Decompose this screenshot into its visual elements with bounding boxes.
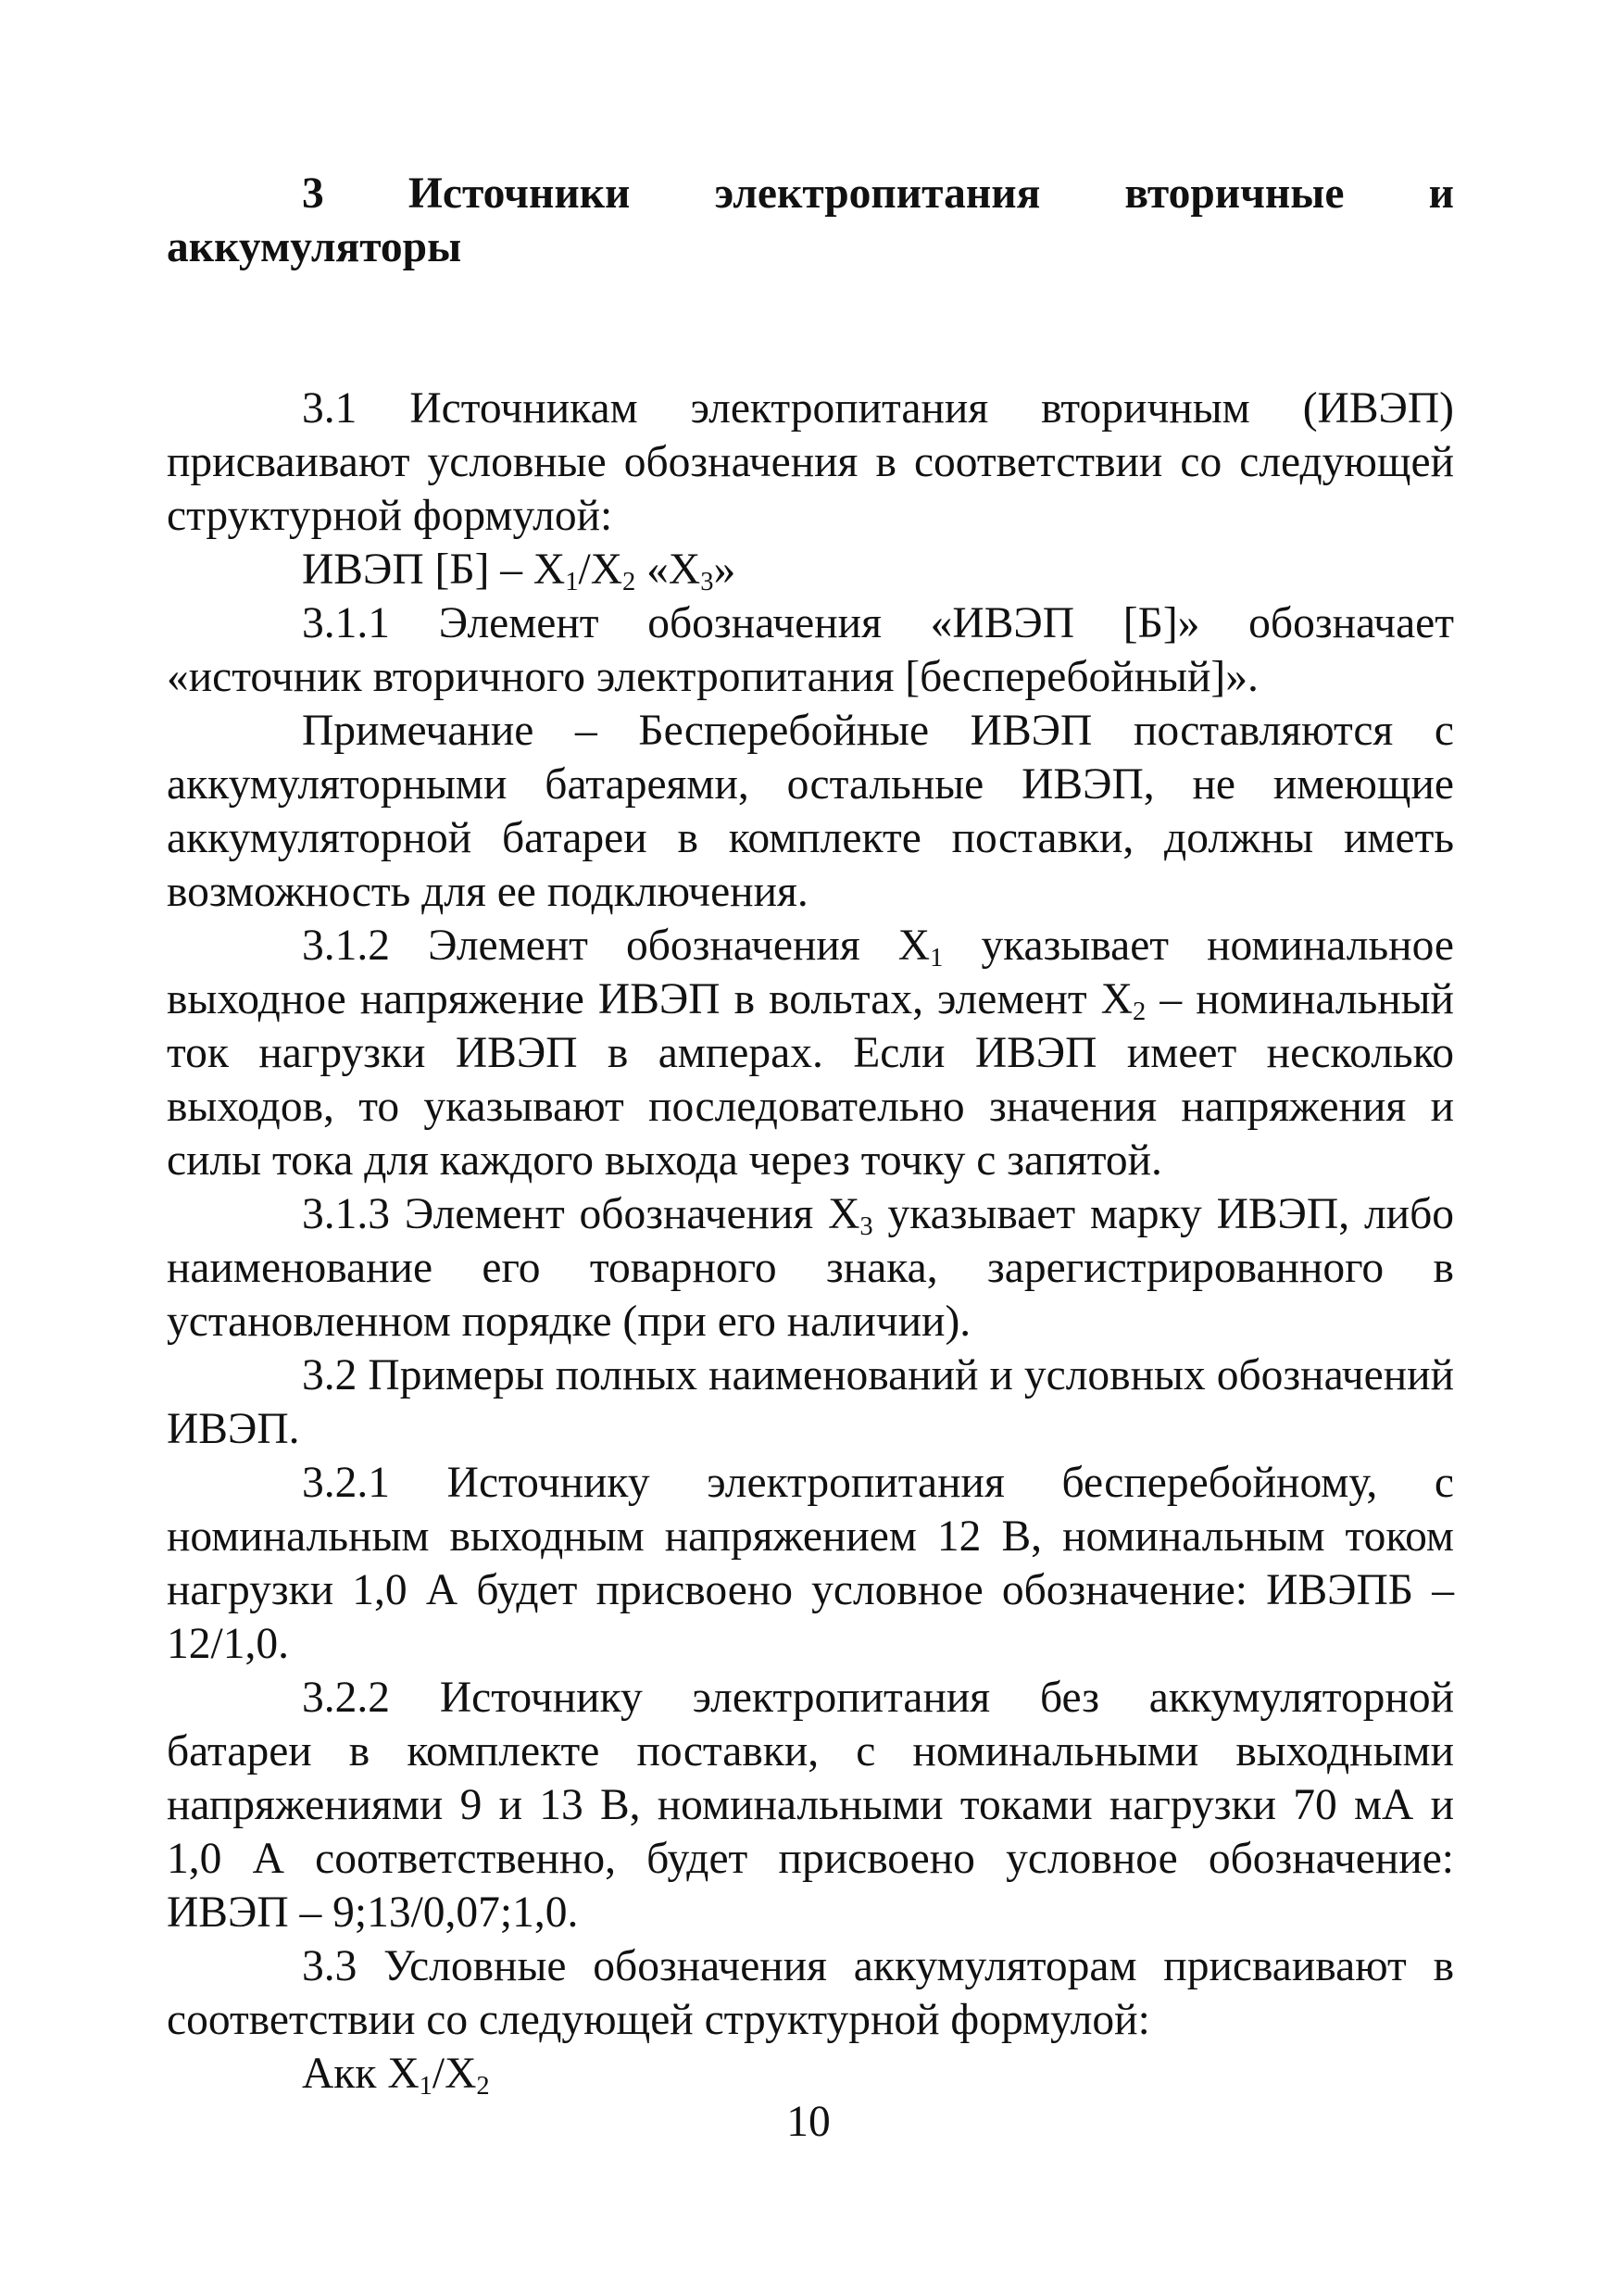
- formula-akk-mid: /X: [432, 2050, 477, 2098]
- paragraph-3-2: 3.2 Примеры полных наименований и условных обозначений ИВЭП.: [167, 1351, 1454, 1453]
- formula-ivep-prefix: ИВЭП [Б] – X: [302, 546, 566, 594]
- p-3-1-2-part-b: указывает номинальное выходное напряжение ИВЭП в вольтах, элемент X: [167, 922, 1454, 1023]
- formula-ivep-mid2: «X: [635, 546, 701, 594]
- formula-akk-sub1: 1: [419, 2072, 432, 2102]
- paragraph-3-3: 3.3 Условные обозначения аккумуляторам присваивают в соответствии со следующей структурной формулой:: [167, 1942, 1454, 2044]
- page-number: 10: [786, 2098, 831, 2146]
- p-3-1-2-part-c: – номинальный ток нагрузки ИВЭП в амперах. Если ИВЭП имеет несколько выходов, то указывают последовательно значения напряжения и силы тока для каждого выхода через точку с запятой.: [167, 975, 1454, 1185]
- section-heading: 3 Источники электропитания вторичные и аккумуляторы: [167, 169, 1454, 271]
- formula-ivep-sub1: 1: [565, 568, 579, 597]
- formula-ivep-sub2: 2: [622, 568, 636, 597]
- paragraph-3-2-2: 3.2.2 Источнику электропитания без аккумуляторной батареи в комплекте поставки, с номинальными выходными напряжениями 9 и 13 В, номинальными токами нагрузки 70 мА и 1,0 А соответственно, будет присвоено условное обозначение: ИВЭП – 9;13/0,07;1,0.: [167, 1674, 1454, 1937]
- note-paragraph: Примечание – Бесперебойные ИВЭП поставляются с аккумуляторными батареями, остальные ИВЭП, не имеющие аккумуляторной батареи в комплекте поставки, должны иметь возможность для ее подключения.: [167, 707, 1454, 916]
- p-3-1-2-part-a: 3.1.2 Элемент обозначения X: [302, 922, 931, 970]
- formula-ivep-sub3: 3: [700, 568, 714, 597]
- formula-ivep-suffix: »: [713, 546, 736, 594]
- formula-akk-prefix: Акк X: [302, 2050, 420, 2098]
- paragraph-3-1-2: [167, 919, 1454, 1187]
- p-3-1-3-sub3: 3: [859, 1212, 873, 1242]
- p-3-1-3-part-a: 3.1.3 Элемент обозначения X: [302, 1190, 860, 1238]
- p-3-1-2-sub2: 2: [1133, 997, 1147, 1027]
- paragraph-3-1-3: [167, 1187, 1454, 1349]
- document-page: [167, 167, 1454, 2101]
- formula-ivep-mid: /X: [578, 546, 622, 594]
- paragraph-3-2-1: 3.2.1 Источнику электропитания бесперебойному, с номинальным выходным напряжением 12 В, номинальным током нагрузки 1,0 А будет присвоено условное обозначение: ИВЭПБ –12/1,0.: [167, 1459, 1454, 1668]
- formula-ivep: [167, 543, 1454, 596]
- paragraph-3-1-1: 3.1.1 Элемент обозначения «ИВЭП [Б]» обозначает «источник вторичного электропитания [бесперебойный]».: [167, 599, 1454, 701]
- p-3-1-3-part-b: указывает марку ИВЭП, либо наименование его товарного знака, зарегистрированного в установленном порядке (при его наличии).: [167, 1190, 1454, 1346]
- formula-akk-sub2: 2: [476, 2072, 490, 2102]
- p-3-1-2-sub1: 1: [930, 944, 944, 973]
- formula-akk: [167, 2047, 1454, 2101]
- paragraph-3-1: 3.1 Источникам электропитания вторичным (ИВЭП) присваивают условные обозначения в соответствии со следующей структурной формулой:: [167, 384, 1454, 540]
